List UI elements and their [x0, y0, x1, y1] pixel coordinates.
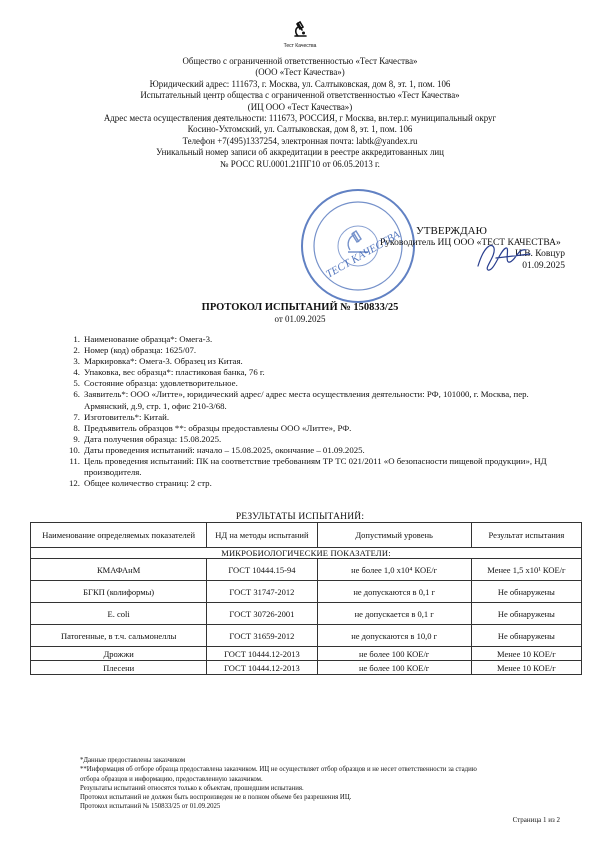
footnote-line: **Информация об отборе образца предоставлена заказчиком. ИЦ не осуществляет отбор образцов и не несет ответственности за стадию	[80, 766, 477, 774]
cell-limit: не более 100 КОЕ/г	[317, 661, 471, 675]
footnote-line: *Данные предоставлены заказчиком	[80, 757, 186, 764]
cell-result: Менее 1,5 х10¹ КОЕ/г	[471, 559, 581, 581]
results-table	[30, 522, 582, 675]
table-row	[31, 647, 582, 661]
cell-result: Не обнаружены	[471, 603, 581, 625]
cell-limit: не более 1,0 х10⁴ КОЕ/г	[317, 559, 471, 581]
cell-name: БГКП (колиформы)	[31, 581, 207, 603]
header-line: (ООО «Тест Качества»)	[255, 67, 345, 78]
cell-result: Не обнаружены	[471, 625, 581, 647]
list-item: 1. Наименование образца*: Омега-3.	[73, 334, 213, 344]
column-header: НД на методы испытаний	[207, 523, 317, 548]
header-line: Адрес места осуществления деятельности: 111673, РОССИЯ, г Москва, вн.тер.г. муниципальный округ	[103, 113, 497, 124]
list-item: 12. Общее количество страниц: 2 стр.	[69, 478, 212, 489]
footnote-line: отбора образцов и информацию, предоставленную заказчиком.	[80, 775, 263, 783]
signature-icon	[470, 236, 540, 276]
table-row	[31, 661, 582, 675]
cell-name: Плесени	[31, 661, 207, 675]
column-header: Результат испытания	[471, 523, 581, 548]
header-line: Косино-Ухтомский, ул. Салтыковская, дом 8, эт. 1, пом. 106	[187, 124, 413, 135]
cell-name: E. coli	[31, 603, 207, 625]
header-line: Общество с ограниченной ответственностью «Тест Качества»	[182, 56, 418, 66]
list-item: 6. Заявитель*: ООО «Литте», юридический адрес/ адрес места осуществления деятельности: РФ, 101000, г. Москва, пер. Армянский, д.9, стр. 1, офис 210-3/68.	[73, 389, 529, 411]
table-row	[31, 603, 582, 625]
list-item: 2. Номер (код) образца: 1625/07.	[73, 345, 197, 356]
cell-result: Менее 10 КОЕ/г	[471, 661, 581, 675]
cell-method: ГОСТ 30726-2001	[207, 603, 317, 625]
cell-name: КМАФАнМ	[31, 559, 207, 581]
cell-limit: не допускаются в 10,0 г	[317, 625, 471, 647]
cell-method: ГОСТ 10444.15-94	[207, 559, 317, 581]
column-header: Допустимый уровень	[317, 523, 471, 548]
protocol-date: от 01.09.2025	[274, 314, 326, 324]
sample-info-list	[62, 334, 552, 489]
list-item: 8. Предъявитель образцов **: образцы предоставлены ООО «Литте», РФ.	[73, 422, 352, 433]
stamp-text: ТЕСТ КАЧЕСТВА	[323, 228, 403, 281]
cell-result: Не обнаружены	[471, 581, 581, 603]
logo-caption: Тест Качества	[283, 43, 317, 49]
cell-method: ГОСТ 31747-2012	[207, 581, 317, 603]
cell-method: ГОСТ 31659-2012	[207, 625, 317, 647]
footnote-line: Протокол испытаний не должен быть воспроизведен не в полном объеме без разрешения ИЦ.	[80, 794, 352, 802]
cell-name: Дрожжи	[31, 647, 207, 661]
list-item: 10. Даты проведения испытаний: начало – 15.08.2025, окончание – 01.09.2025.	[69, 444, 365, 455]
cell-limit: не допускается в 0,1 г	[317, 603, 471, 625]
protocol-title: ПРОТОКОЛ ИСПЫТАНИЙ № 150833/25	[201, 302, 399, 313]
page-number: Страница 1 из 2	[512, 816, 560, 824]
section-row	[31, 548, 582, 559]
company-logo	[282, 18, 318, 49]
header-line: Телефон +7(495)1337254, электронная почта: labtk@yandex.ru	[182, 135, 418, 146]
header-line: Юридический адрес: 111673, г. Москва, ул. Салтыковская, дом 8, эт. 1, пом. 106	[149, 78, 451, 89]
footnote-line: Протокол испытаний № 150833/25 от 01.09.2025	[80, 803, 221, 811]
list-item: 9. Дата получения образца: 15.08.2025.	[73, 433, 222, 444]
org-header	[60, 56, 540, 170]
table-row	[31, 581, 582, 603]
list-item: 4. Упаковка, вес образца*: пластиковая банка, 76 г.	[73, 367, 265, 378]
table-row	[31, 625, 582, 647]
header-line: (ИЦ ООО «Тест Качества»)	[247, 101, 353, 112]
table-header-row	[31, 523, 582, 548]
cell-name: Патогенные, в т.ч. сальмонеллы	[31, 625, 207, 647]
list-item: 11. Цель проведения испытаний: ПК на соответствие требованиям ТР ТС 021/2011 «О безопасности пищевой продукции», НД производителя.	[69, 456, 547, 478]
header-line: Испытательный центр общества с ограниченной ответственностью «Тест Качества»	[140, 90, 460, 101]
list-item: 7. Изготовитель*: Китай.	[73, 411, 170, 422]
approval-date: 01.09.2025	[522, 260, 565, 271]
header-line: № РОСС RU.0001.21ПГ10 от 06.05.2013 г.	[220, 158, 380, 169]
list-item: 3. Маркировка*: Омега-3. Образец из Китая.	[73, 356, 243, 367]
table-row	[31, 559, 582, 581]
approval-name: И.В. Ковцур	[514, 249, 565, 259]
approval-title: УТВЕРЖДАЮ	[416, 225, 487, 237]
results-title: РЕЗУЛЬТАТЫ ИСПЫТАНИЙ:	[235, 512, 365, 522]
footnote-line: Результаты испытаний относятся только к объектам, прошедшим испытания.	[80, 784, 304, 792]
microscope-icon	[289, 18, 311, 40]
cell-result: Менее 10 КОЕ/г	[471, 647, 581, 661]
cell-method: ГОСТ 10444.12-2013	[207, 647, 317, 661]
cell-limit: не допускаются в 0,1 г	[317, 581, 471, 603]
section-title: МИКРОБИОЛОГИЧЕСКИЕ ПОКАЗАТЕЛИ:	[31, 548, 582, 559]
approval-position: Руководитель ИЦ ООО «ТЕСТ КАЧЕСТВА»	[380, 237, 561, 248]
header-line: Уникальный номер записи об аккредитации в реестре аккредитованных лиц	[156, 147, 444, 158]
footnotes	[80, 756, 570, 812]
protocol-title-block	[0, 302, 600, 324]
cell-limit: не более 100 КОЕ/г	[317, 647, 471, 661]
list-item: 5. Состояние образца: удовлетворительное.	[73, 378, 238, 389]
column-header: Наименование определяемых показателей	[31, 523, 207, 548]
cell-method: ГОСТ 10444.12-2013	[207, 661, 317, 675]
